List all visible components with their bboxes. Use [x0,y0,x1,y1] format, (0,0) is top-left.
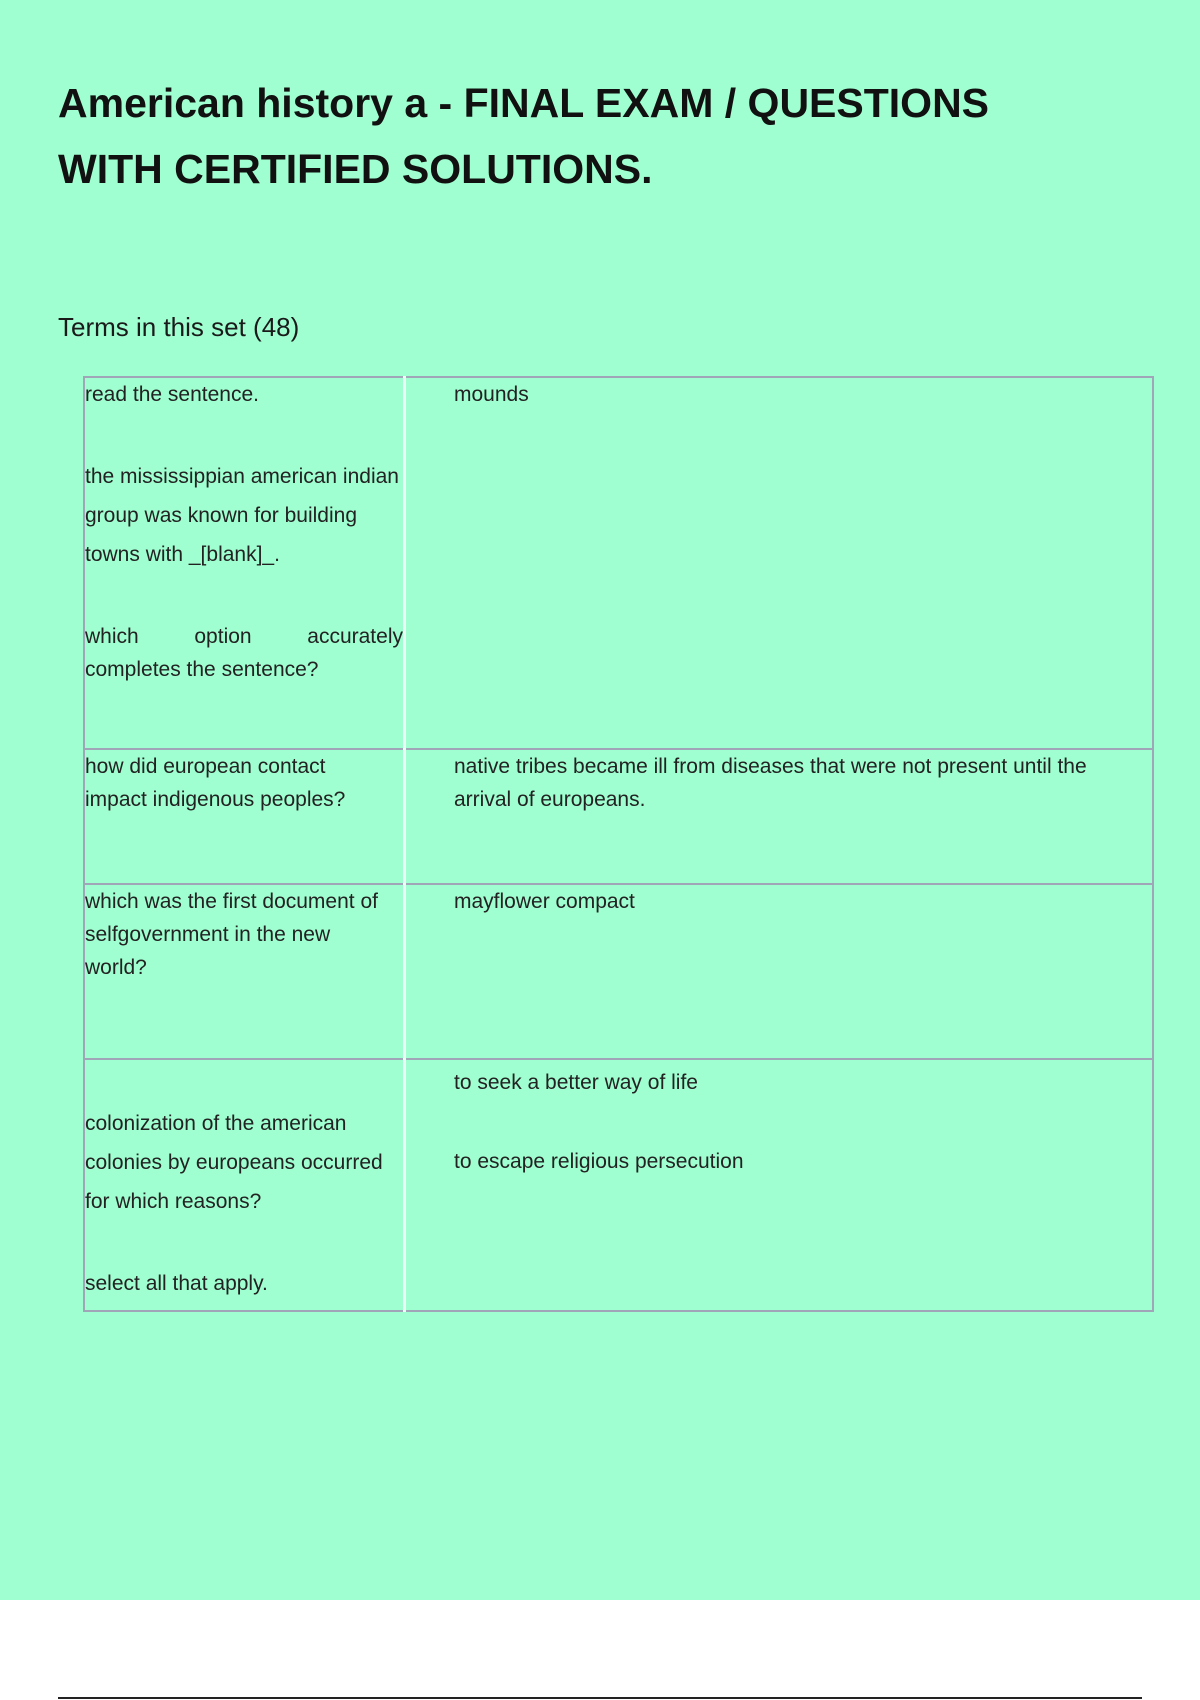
document-title: American history a - FINAL EXAM / QUESTIONS WITH CERTIFIED SOLUTIONS. [58,80,990,192]
term-text: read the sentence. [85,383,259,406]
definition-text: to seek a better way of life [454,1071,698,1094]
term-row [84,377,1153,749]
footer-divider [58,1697,1142,1699]
term-row [84,1059,1153,1311]
definition-text: mayflower compact [454,890,635,913]
term-cell [84,749,405,884]
definition-text: mounds [454,383,529,406]
term-text [85,620,403,686]
terms-count-label: Terms in this set (48) [58,312,300,342]
term-text-justified: which option accurately completes the sentence? [85,625,403,681]
term-text: the mississippian american indian group was known for building towns with _[blank]_. [85,465,399,566]
term-text: which was the first document of selfgovernment in the new world? [85,890,378,979]
term-row [84,884,1153,1059]
term-text: colonization of the american colonies by europeans occurred for which reasons? [85,1112,383,1213]
term-cell [84,884,405,1059]
term-cell [84,377,405,749]
definition-cell [405,749,1154,884]
term-cell [84,1059,405,1311]
term-row [84,749,1153,884]
definition-cell [405,1059,1154,1311]
term-text: select all that apply. [85,1272,268,1295]
definition-cell [405,377,1154,749]
definition-cell [405,884,1154,1059]
definition-text: native tribes became ill from diseases that were not present until the arrival of europeans. [454,755,1087,811]
terms-table [83,376,1154,1312]
definition-text: to escape religious persecution [454,1150,744,1173]
term-text: how did european contact impact indigenous peoples? [85,755,346,811]
